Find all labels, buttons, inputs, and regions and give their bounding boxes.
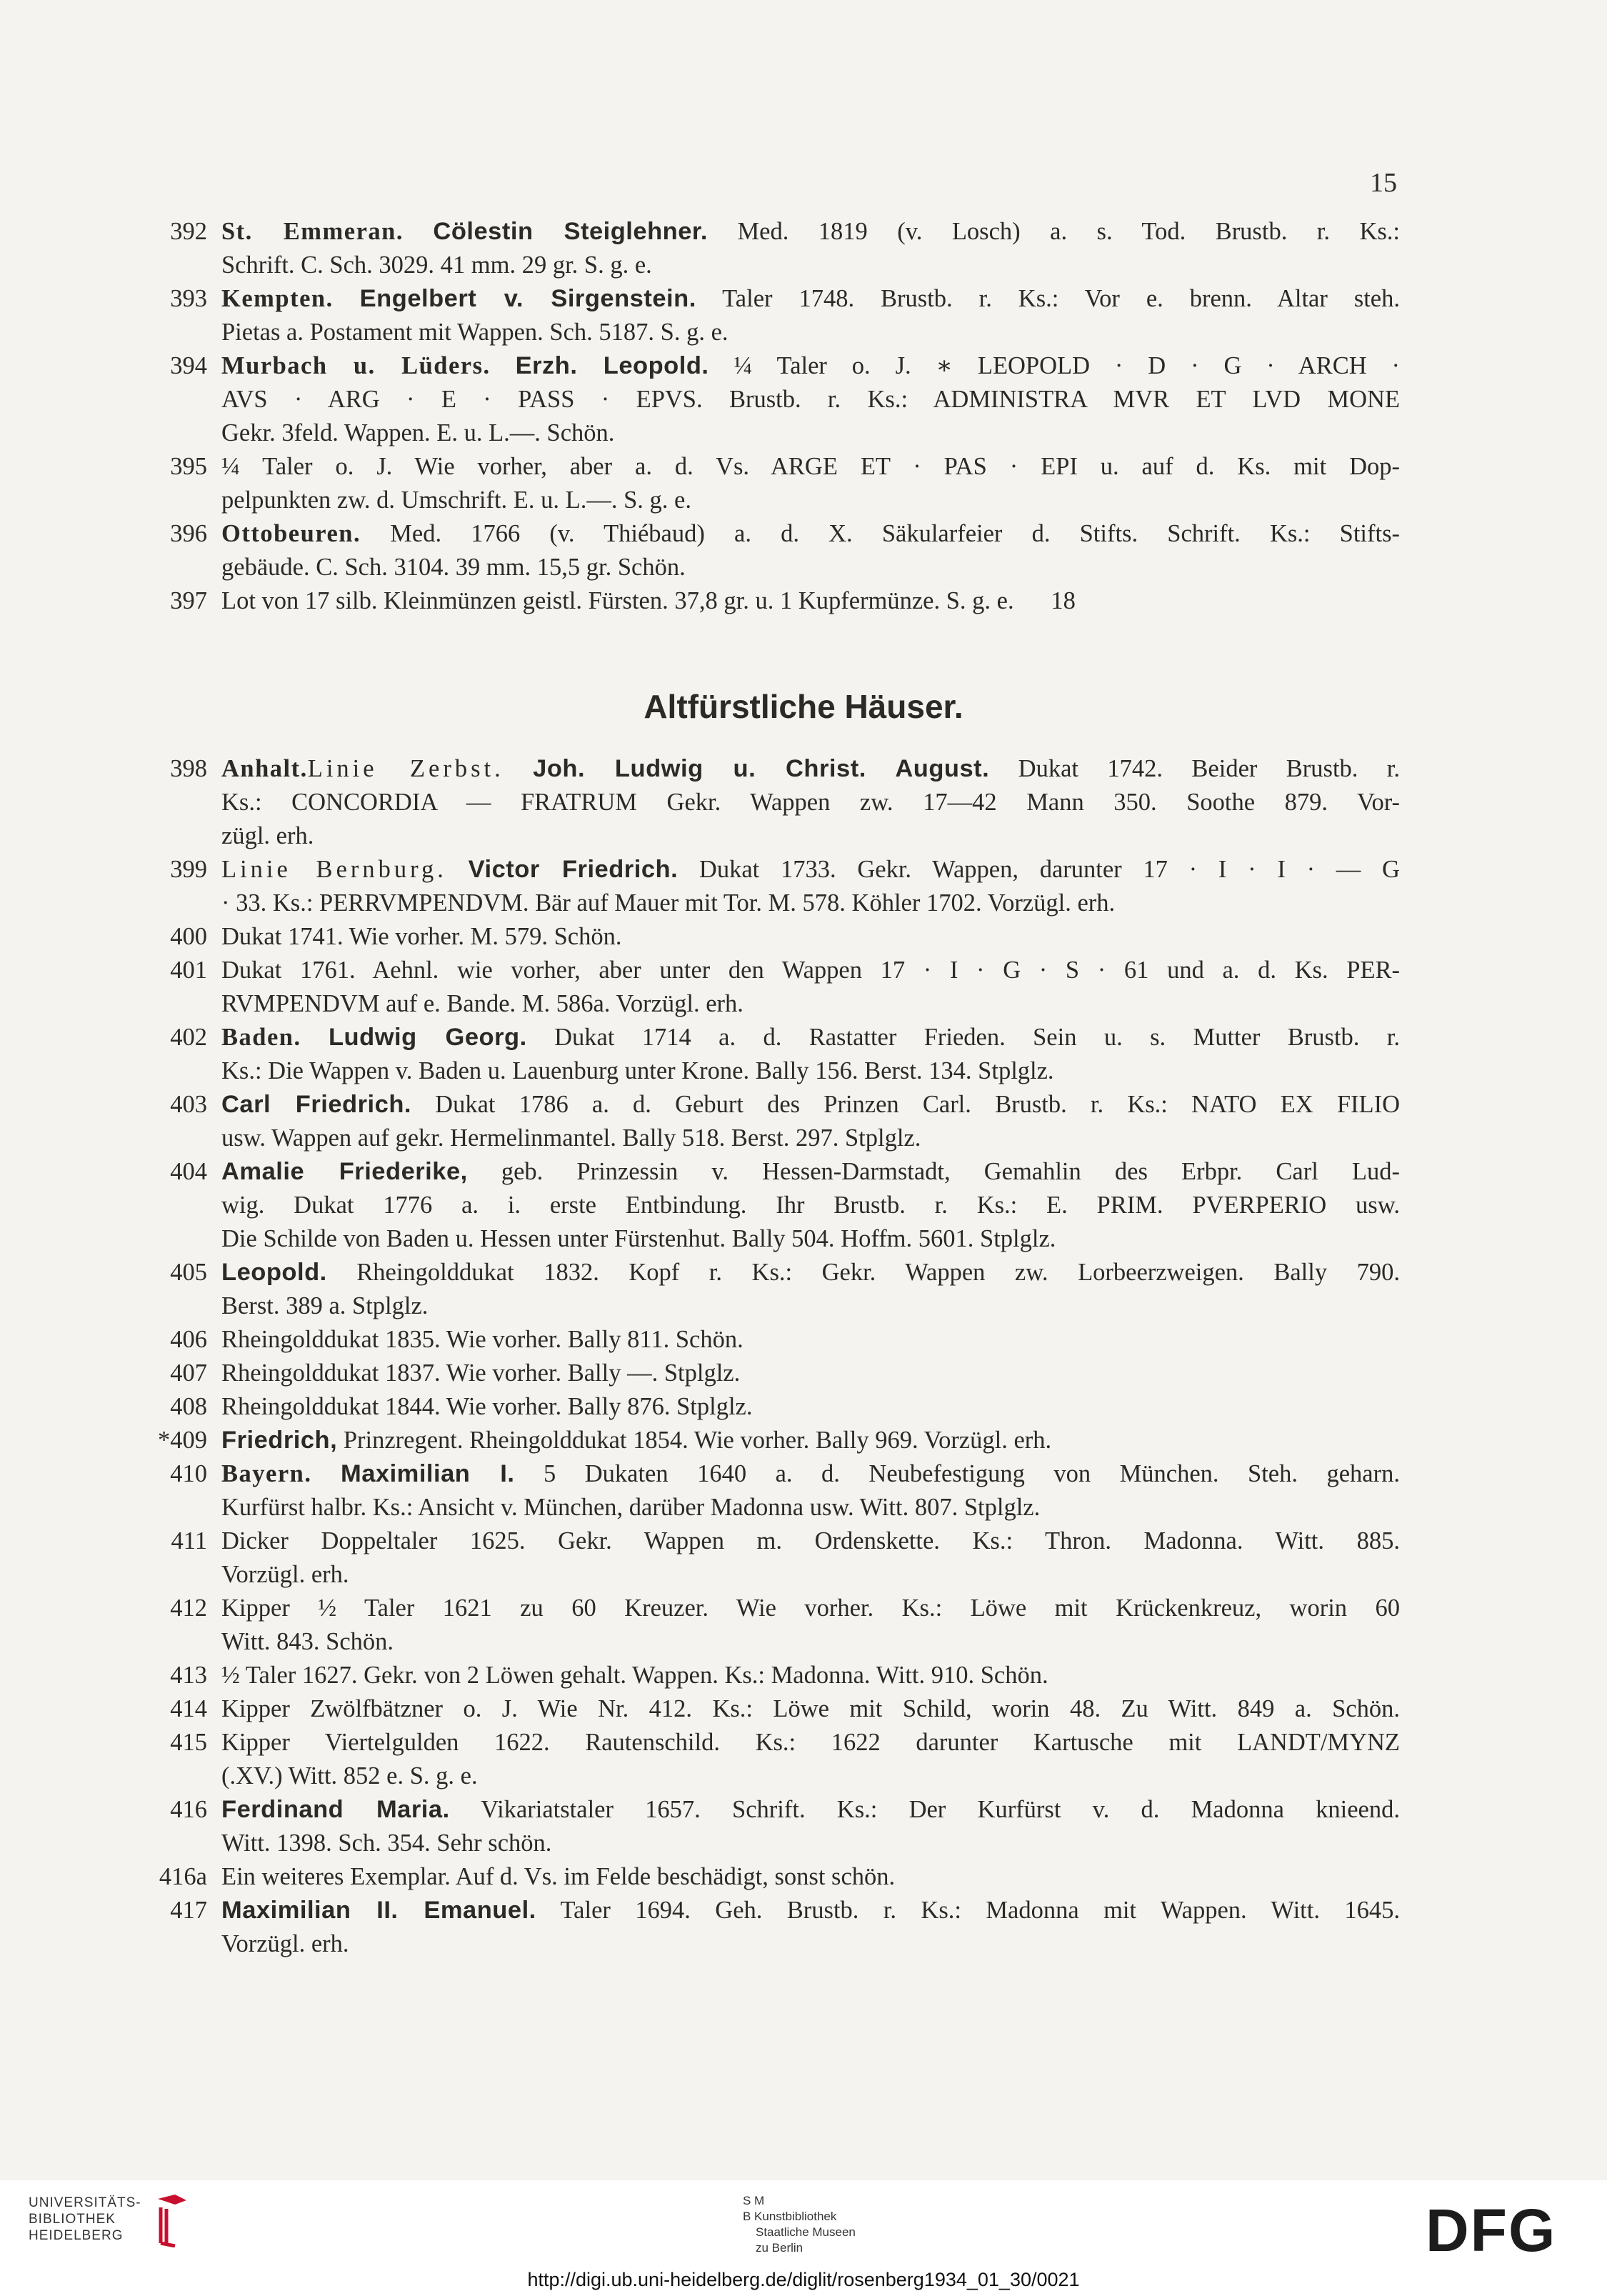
entry-line: Kipper ½ Taler 1621 zu 60 Kreuzer. Wie vorher. Ks.: Löwe mit Krückenkreuz, worin 60 — [221, 1594, 1400, 1622]
entry-line: Friedrich, Prinzregent. Rheingolddukat 1854. Wie vorher. Bally 969. Vorzügl. erh. — [221, 1427, 1052, 1454]
catalog-entry-412 — [143, 1592, 1400, 1659]
catalog-entry-401 — [143, 954, 1400, 1021]
catalog-entry-393 — [143, 282, 1400, 349]
entry-heading: Kempten. — [221, 285, 334, 312]
entry-line: Dicker Doppeltaler 1625. Gekr. Wappen m. Ordenskette. Ks.: Thron. Madonna. Witt. 885. — [221, 1527, 1400, 1554]
entry-number: 403 — [170, 1091, 207, 1118]
entry-number: 408 — [170, 1393, 207, 1420]
catalog-entry-399 — [143, 853, 1400, 920]
entry-number: 396 — [170, 520, 207, 547]
entry-line: Rheingolddukat 1835. Wie vorher. Bally 811. Schön. — [221, 1326, 744, 1353]
entry-number: *409 — [158, 1427, 207, 1454]
entry-line: Ottobeuren. Med. 1766 (v. Thiébaud) a. d. X. Säkularfeier d. Stifts. Schrift. Ks.: Stifts- — [221, 520, 1400, 547]
catalog-entry-392 — [143, 215, 1400, 282]
entry-line: Kurfürst halbr. Ks.: Ansicht v. München, darüber Madonna usw. Witt. 807. Stplglz. — [221, 1494, 1041, 1521]
entry-line: Ferdinand Maria. Vikariatstaler 1657. Schrift. Ks.: Der Kurfürst v. d. Madonna knieend. — [221, 1796, 1400, 1823]
entry-line: · 33. Ks.: PERRVMPENDVM. Bär auf Mauer mit Tor. M. 578. Köhler 1702. Vorzügl. erh. — [221, 889, 1116, 917]
entry-number: 399 — [170, 856, 207, 883]
entry-line: Maximilian II. Emanuel. Taler 1694. Geh. Brustb. r. Ks.: Madonna mit Wappen. Witt. 1645. — [221, 1897, 1401, 1924]
entry-line: Kipper Zwölfbätzner o. J. Wie Nr. 412. Ks.: Löwe mit Schild, worin 48. Zu Witt. 849 a. Schön. — [221, 1695, 1400, 1722]
entry-number: 405 — [170, 1259, 207, 1286]
catalog-entry-414 — [143, 1692, 1400, 1726]
entry-line: Ein weiteres Exemplar. Auf d. Vs. im Felde beschädigt, sonst schön. — [221, 1863, 896, 1890]
catalog-entry-405 — [143, 1256, 1400, 1323]
entry-line: gebäude. C. Sch. 3104. 39 mm. 15,5 gr. Schön. — [221, 554, 686, 581]
entry-line: Ks.: CONCORDIA — FRATRUM Gekr. Wappen zw. 17—42 Mann 350. Soothe 879. Vor- — [221, 789, 1400, 816]
catalog-entry-409 — [143, 1424, 1400, 1457]
entry-number: 397 — [170, 587, 207, 614]
entry-line: AVS · ARG · E · PASS · EPVS. Brustb. r. Ks.: ADMINISTRA MVR ET LVD MONE — [221, 386, 1400, 413]
entry-line: Gekr. 3feld. Wappen. E. u. L.—. Schön. — [221, 419, 615, 446]
catalog-entry-417 — [143, 1894, 1400, 1961]
entry-line: usw. Wappen auf gekr. Hermelinmantel. Bally 518. Berst. 297. Stplglz. — [221, 1124, 921, 1152]
entry-line: Baden. Ludwig Georg. Dukat 1714 a. d. Rastatter Frieden. Sein u. s. Mutter Brustb. r. — [221, 1024, 1401, 1051]
catalog-entry-395 — [143, 450, 1400, 517]
catalog-entry-411 — [143, 1524, 1400, 1592]
entry-number: 411 — [171, 1527, 207, 1554]
entry-line: ¼ Taler o. J. Wie vorher, aber a. d. Vs. ARGE ET · PAS · EPI u. auf d. Ks. mit Dop- — [221, 453, 1400, 480]
entry-number: 404 — [170, 1158, 207, 1185]
page-number: 15 — [1370, 168, 1397, 198]
entry-line: Bayern. Maximilian I. 5 Dukaten 1640 a. d. Neubefestigung von München. Steh. geharn. — [221, 1460, 1400, 1487]
catalog-entry-398 — [143, 752, 1400, 853]
catalog-entry-416 — [143, 1793, 1400, 1860]
source-url[interactable]: http://digi.ub.uni-heidelberg.de/diglit/rosenberg1934_01_30/0021 — [527, 2269, 1080, 2290]
entry-line: Witt. 843. Schön. — [221, 1628, 394, 1655]
entry-number: 402 — [170, 1024, 207, 1051]
entry-number: 415 — [170, 1729, 207, 1756]
entry-line: Rheingolddukat 1837. Wie vorher. Bally —. Stplglz. — [221, 1359, 741, 1387]
entry-number: 414 — [170, 1695, 207, 1722]
entry-line: Dukat 1761. Aehnl. wie vorher, aber unter den Wappen 17 · I · G · S · 61 und a. d. Ks. PER- — [221, 957, 1400, 984]
entry-line: Berst. 389 a. Stplglz. — [221, 1292, 429, 1319]
entry-line: Die Schilde von Baden u. Hessen unter Fürstenhut. Bally 504. Hoffm. 5601. Stplglz. — [221, 1225, 1056, 1252]
entry-line: wig. Dukat 1776 a. i. erste Entbindung. Ihr Brustb. r. Ks.: E. PRIM. PVERPERIO usw. — [221, 1192, 1400, 1219]
catalog-entry-394 — [143, 349, 1400, 450]
entry-line: Pietas a. Postament mit Wappen. Sch. 5187. S. g. e. — [221, 319, 729, 346]
entry-line: Kempten. Engelbert v. Sirgenstein. Taler 1748. Brustb. r. Ks.: Vor e. brenn. Altar steh. — [221, 285, 1400, 312]
entry-line: St. Emmeran. Cölestin Steiglehner. Med. 1819 (v. Losch) a. s. Tod. Brustb. r. Ks.: — [221, 218, 1401, 245]
entry-line: Rheingolddukat 1844. Wie vorher. Bally 876. Stplglz. — [221, 1393, 753, 1420]
catalog-entry-396 — [143, 517, 1400, 584]
entry-line: Kipper Viertelgulden 1622. Rautenschild. Ks.: 1622 darunter Kartusche mit LANDT/MYNZ — [221, 1729, 1400, 1756]
entry-line: pelpunkten zw. d. Umschrift. E. u. L.—. S. g. e. — [221, 486, 691, 514]
catalog-entry-413 — [143, 1659, 1400, 1692]
entry-number: 412 — [170, 1594, 207, 1622]
entry-line: Dukat 1741. Wie vorher. M. 579. Schön. — [221, 923, 622, 950]
entry-line: Ks.: Die Wappen v. Baden u. Lauenburg unter Krone. Bally 156. Berst. 134. Stplglz. — [221, 1057, 1054, 1084]
entry-line: Murbach u. Lüders. Erzh. Leopold. ¼ Taler o. J. ∗ LEOPOLD · D · G · ARCH · — [221, 352, 1401, 379]
university-library-logo[interactable]: UNIVERSITÄTS- BIBLIOTHEK HEIDELBERG — [29, 2195, 141, 2243]
entry-number: 393 — [170, 285, 207, 312]
entry-number: 392 — [170, 218, 207, 245]
entry-number: 407 — [170, 1359, 207, 1387]
entry-number: 400 — [170, 923, 207, 950]
entry-line: Linie Bernburg. Victor Friedrich. Dukat 1733. Gekr. Wappen, darunter 17 · I · I · — G — [221, 856, 1400, 883]
entry-line: ½ Taler 1627. Gekr. von 2 Löwen gehalt. Wappen. Ks.: Madonna. Witt. 910. Schön. — [221, 1662, 1048, 1689]
entry-line: Schrift. C. Sch. 3029. 41 mm. 29 gr. S. g. e. — [221, 251, 652, 279]
catalog-entry-406 — [143, 1323, 1400, 1357]
smb-kunstbibliothek-logo[interactable]: S M B Kunstbibliothek Staatliche Museen zu Berlin — [743, 2194, 856, 2255]
entry-number: 395 — [170, 453, 207, 480]
entry-number: 406 — [170, 1326, 207, 1353]
catalog-entry-400 — [143, 920, 1400, 954]
entry-line: Vorzügl. erh. — [221, 1930, 349, 1957]
entry-line: RVMPENDVM auf e. Bande. M. 586a. Vorzügl. erh. — [221, 990, 744, 1017]
entry-line: Anhalt.Linie Zerbst. Joh. Ludwig u. Christ. August. Dukat 1742. Beider Brustb. r. — [221, 755, 1401, 782]
catalog-entry-402 — [143, 1021, 1400, 1088]
entry-line: zügl. erh. — [221, 822, 314, 849]
entry-line: Amalie Friederike, geb. Prinzessin v. Hessen-Darmstadt, Gemahlin des Erbpr. Carl Lud- — [221, 1158, 1400, 1185]
dfg-logo[interactable]: DFG — [1426, 2197, 1557, 2264]
university-emblem-icon — [154, 2193, 191, 2247]
entry-line: Lot von 17 silb. Kleinmünzen geistl. Fürsten. 37,8 gr. u. 1 Kupfermünze. S. g. e. 18 — [221, 587, 1076, 614]
entry-number: 398 — [170, 755, 207, 782]
entry-number: 416 — [170, 1796, 207, 1823]
catalog-entry-404 — [143, 1155, 1400, 1256]
catalog-entry-415 — [143, 1726, 1400, 1793]
catalog-entry-407 — [143, 1357, 1400, 1390]
entry-line: Witt. 1398. Sch. 354. Sehr schön. — [221, 1830, 552, 1857]
entry-number: 394 — [170, 352, 207, 379]
catalog-entry-410 — [143, 1457, 1400, 1524]
entry-heading: St. Emmeran. — [221, 218, 404, 245]
entry-heading: Murbach u. Lüders. — [221, 352, 491, 379]
catalog-entry-416a — [143, 1860, 1400, 1894]
entry-number: 401 — [170, 957, 207, 984]
catalog-entry-403 — [143, 1088, 1400, 1155]
entry-line: Leopold. Rheingolddukat 1832. Kopf r. Ks.: Gekr. Wappen zw. Lorbeerzweigen. Bally 790. — [221, 1259, 1400, 1286]
entry-line: (.XV.) Witt. 852 e. S. g. e. — [221, 1762, 478, 1790]
section-title: Altfürstliche Häuser. — [644, 688, 963, 725]
entry-line: Vorzügl. erh. — [221, 1561, 349, 1588]
catalog-entry-408 — [143, 1390, 1400, 1424]
entry-number: 417 — [170, 1897, 207, 1924]
entry-heading: Ottobeuren. — [221, 520, 361, 547]
catalog-entry-397 — [143, 584, 1400, 618]
entry-number: 416a — [159, 1863, 207, 1890]
entry-number: 410 — [170, 1460, 207, 1487]
entry-number: 413 — [170, 1662, 207, 1689]
entry-line: Carl Friedrich. Dukat 1786 a. d. Geburt des Prinzen Carl. Brustb. r. Ks.: NATO EX FILIO — [221, 1091, 1400, 1118]
